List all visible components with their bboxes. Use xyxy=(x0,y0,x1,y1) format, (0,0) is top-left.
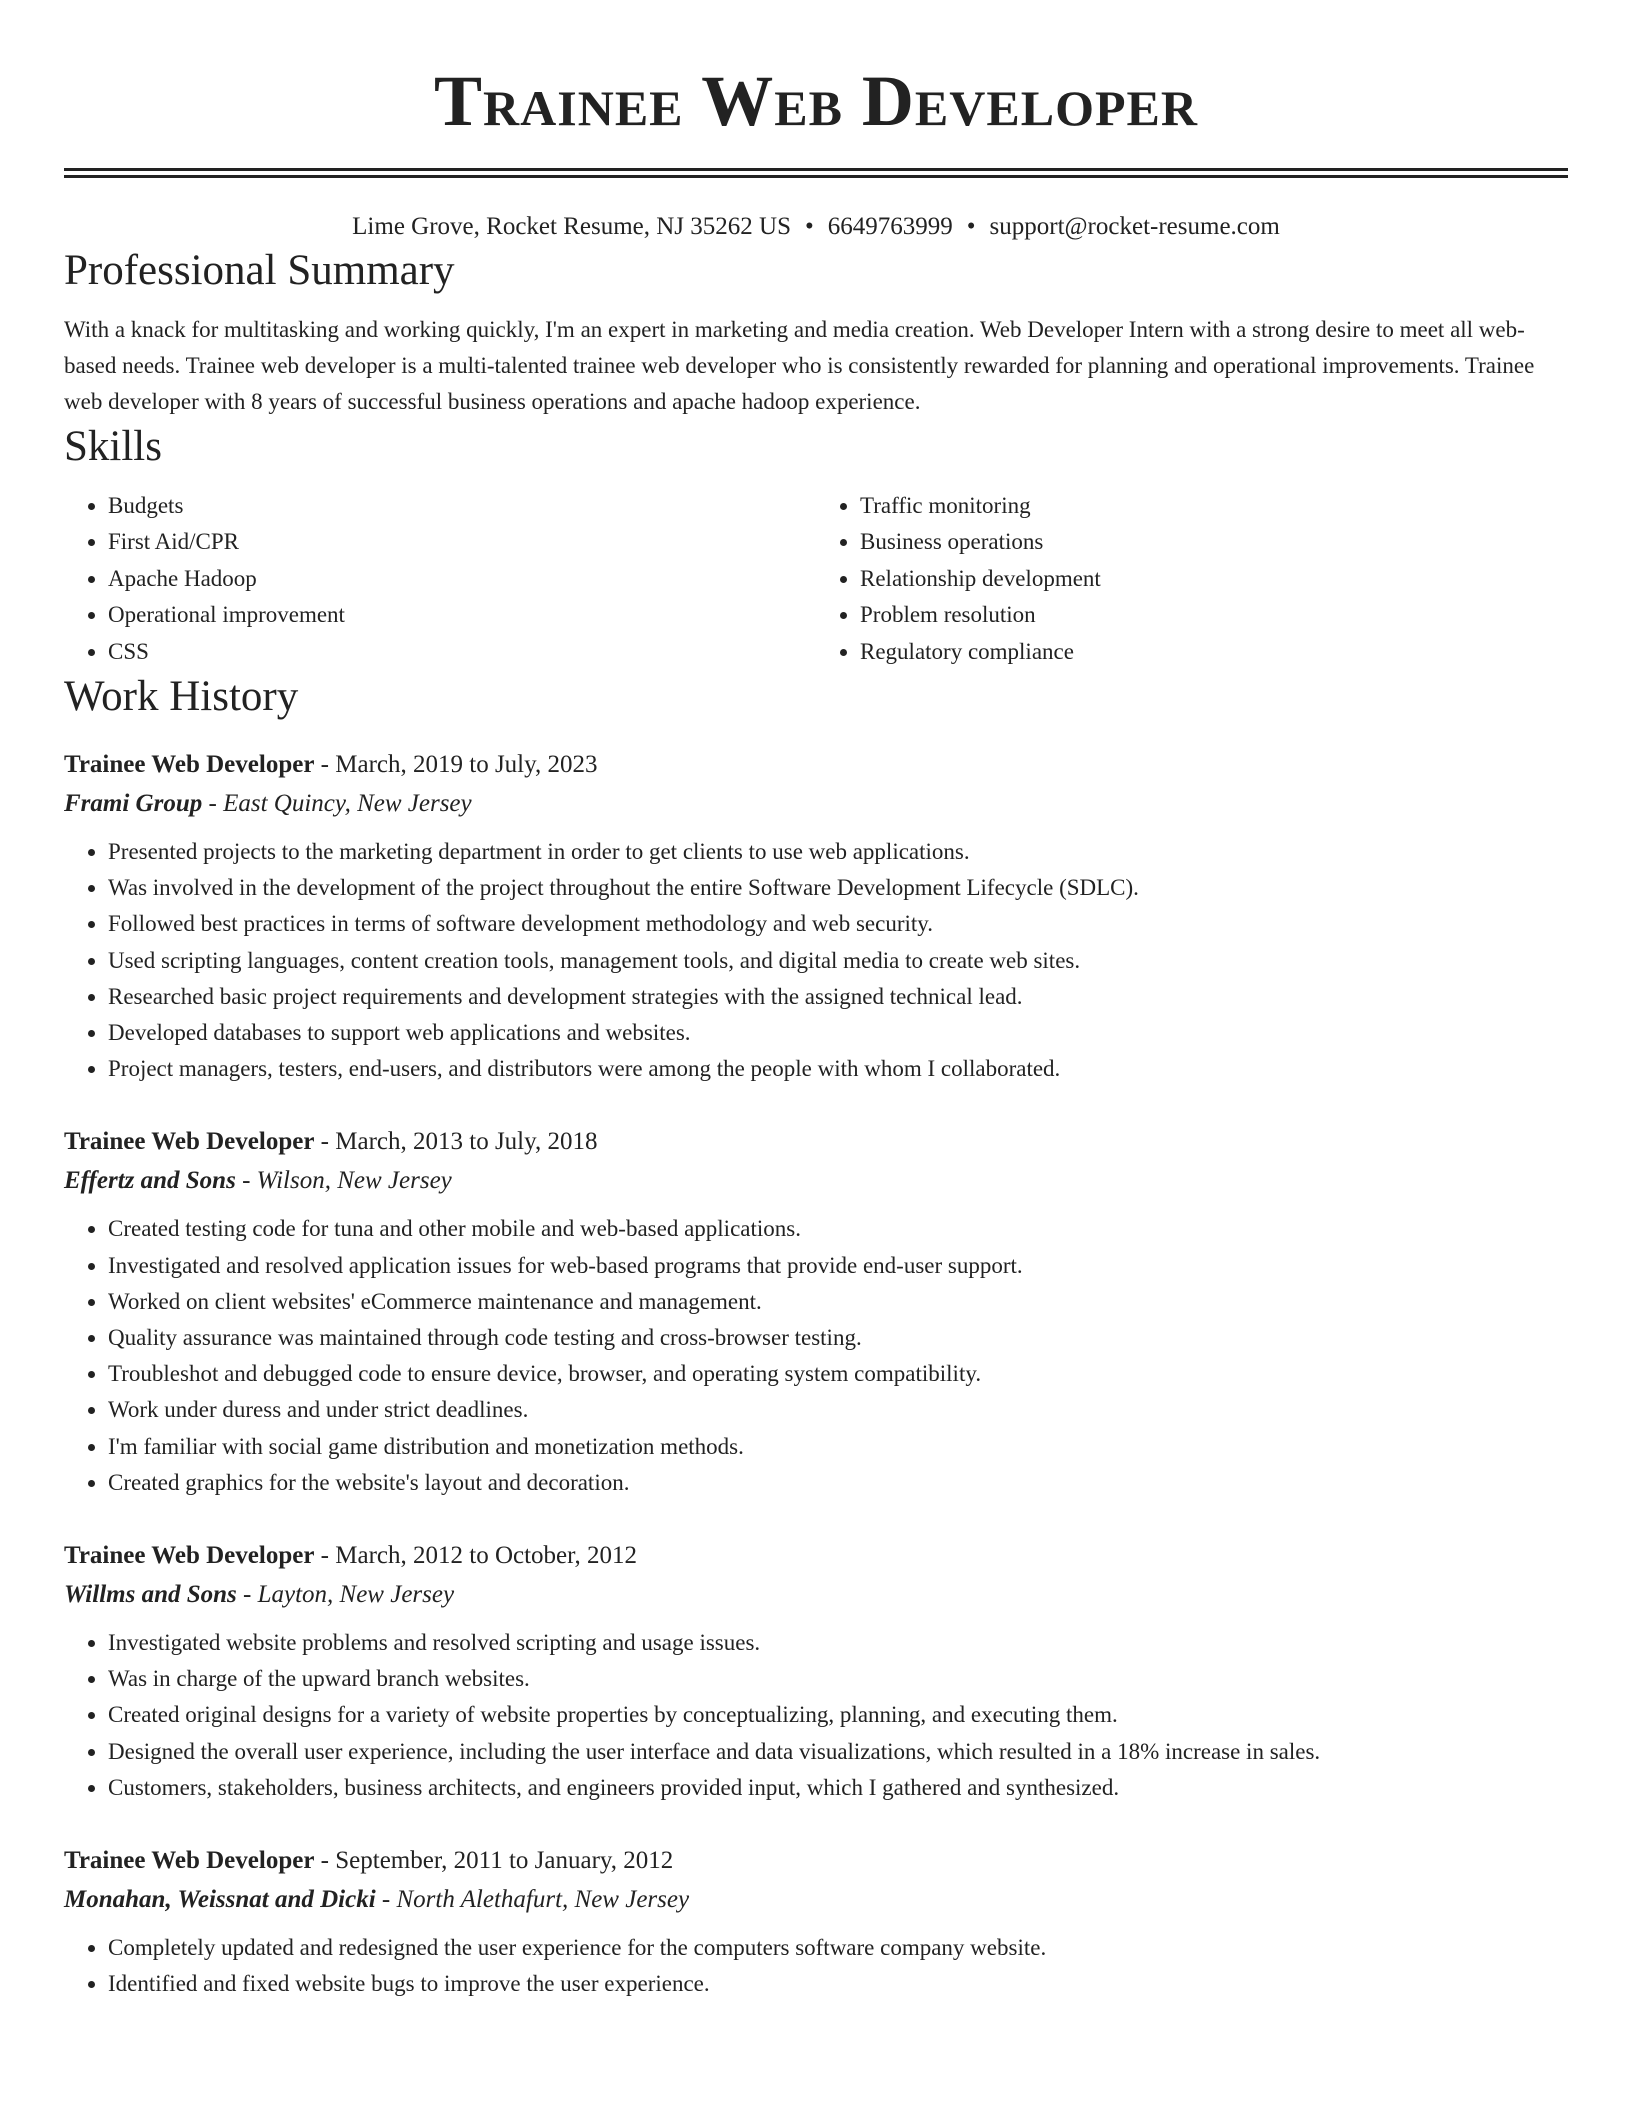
job-entry xyxy=(64,1842,1568,2002)
job-bullet: • Worked on client websites' eCommerce maintenance and management. xyxy=(108,1284,1568,1320)
job-bullets xyxy=(64,834,1568,1087)
skill-item: • Apache Hadoop xyxy=(108,561,816,597)
skill-item: • Budgets xyxy=(108,488,816,524)
job-bullet: • Followed best practices in terms of software development methodology and web security. xyxy=(108,906,1568,942)
work-history-heading: Work History xyxy=(64,673,299,721)
job-entry xyxy=(64,746,1568,1087)
job-bullet: • Customers, stakeholders, business architects, and engineers provided input, which I gathered and synthesized. xyxy=(108,1770,1568,1806)
job-title-line: Trainee Web Developer - March, 2019 to July, 2023 xyxy=(64,751,598,779)
summary-text: With a knack for multitasking and working quickly, I'm an expert in marketing and media creation. Web Developer Intern with a strong desire to meet all web-based needs. Trainee web developer is a multi-talented trainee web developer who is consistently rewarded for planning and operational improvements. Trainee web developer with 8 years of successful business operations and apache hadoop experience. xyxy=(64,317,1535,414)
skill-item: • Business operations xyxy=(860,524,1568,560)
job-dates: March, 2013 to July, 2018 xyxy=(335,1128,598,1156)
summary-heading: Professional Summary xyxy=(64,247,455,294)
job-bullet: • Investigated website problems and resolved scripting and usage issues. xyxy=(108,1625,1568,1661)
job-bullet: • Created testing code for tuna and other mobile and web-based applications. xyxy=(108,1211,1568,1247)
job-bullet: • Was involved in the development of the project throughout the entire Software Development Lifecycle (SDLC). xyxy=(108,870,1568,906)
job-title-line: Trainee Web Developer - March, 2013 to July, 2018 xyxy=(64,1128,598,1156)
job-title: Trainee Web Developer xyxy=(64,751,315,779)
job-bullet: • Used scripting languages, content creation tools, management tools, and digital media to create web sites. xyxy=(108,943,1568,979)
job-bullet: • Investigated and resolved application issues for web-based programs that provide end-user support. xyxy=(108,1248,1568,1284)
skills-heading: Skills xyxy=(64,423,162,470)
skill-item: • Regulatory compliance xyxy=(860,634,1568,670)
job-bullet: • Project managers, testers, end-users, and distributors were among the people with whom I collaborated. xyxy=(108,1051,1568,1087)
job-dates: March, 2012 to October, 2012 xyxy=(335,1542,637,1570)
job-title-line: Trainee Web Developer - September, 2011 to January, 2012 xyxy=(64,1847,674,1875)
company-line: Effertz and Sons - Wilson, New Jersey xyxy=(64,1167,452,1195)
job-dates: September, 2011 to January, 2012 xyxy=(335,1847,674,1875)
job-bullets xyxy=(64,1625,1568,1806)
job-dates: March, 2019 to July, 2023 xyxy=(335,751,598,779)
contact-separator: • xyxy=(966,213,976,240)
job-title: Trainee Web Developer xyxy=(64,1128,315,1156)
job-bullet: • Identified and fixed website bugs to improve the user experience. xyxy=(108,1966,1568,2002)
title-divider xyxy=(64,168,1568,178)
company-location: East Quincy, New Jersey xyxy=(223,790,472,818)
job-bullet: • Work under duress and under strict deadlines. xyxy=(108,1392,1568,1428)
contact-line xyxy=(64,210,1568,244)
skills-grid xyxy=(64,488,1568,670)
company-location: Layton, New Jersey xyxy=(257,1581,455,1609)
job-bullet: • I'm familiar with social game distribution and monetization methods. xyxy=(108,1429,1568,1465)
company-name: Monahan, Weissnat and Dicki xyxy=(64,1886,376,1914)
job-title: Trainee Web Developer xyxy=(64,1542,315,1570)
job-entry xyxy=(64,1123,1568,1501)
company-line: Frami Group - East Quincy, New Jersey xyxy=(64,790,472,818)
skills-list-left xyxy=(64,488,816,670)
contact-separator: • xyxy=(805,213,814,240)
job-bullet: • Created original designs for a variety of website properties by conceptualizing, planning, and executing them. xyxy=(108,1697,1568,1733)
skill-item: • Traffic monitoring xyxy=(860,488,1568,524)
job-bullet: • Completely updated and redesigned the user experience for the computers software company website. xyxy=(108,1930,1568,1966)
skill-item: • First Aid/CPR xyxy=(108,524,816,560)
job-bullet: • Troubleshot and debugged code to ensure device, browser, and operating system compatibility. xyxy=(108,1356,1568,1392)
contact-email: support@rocket-resume.com xyxy=(989,213,1280,240)
company-line: Monahan, Weissnat and Dicki - North Alethafurt, New Jersey xyxy=(64,1886,690,1914)
job-title-line: Trainee Web Developer - March, 2012 to October, 2012 xyxy=(64,1542,637,1570)
company-name: Frami Group xyxy=(64,790,203,818)
skill-item: • CSS xyxy=(108,634,816,670)
job-bullet: • Designed the overall user experience, including the user interface and data visualizations, which resulted in a 18% increase in sales. xyxy=(108,1734,1568,1770)
job-bullet: • Was in charge of the upward branch websites. xyxy=(108,1661,1568,1697)
job-bullet: • Researched basic project requirements and development strategies with the assigned technical lead. xyxy=(108,979,1568,1015)
job-bullet: • Created graphics for the website's layout and decoration. xyxy=(108,1465,1568,1501)
skills-list-right xyxy=(816,488,1568,670)
company-location: Wilson, New Jersey xyxy=(256,1167,452,1195)
job-bullets xyxy=(64,1930,1568,2002)
company-name: Effertz and Sons xyxy=(64,1167,236,1195)
job-title: Trainee Web Developer xyxy=(64,1847,315,1875)
company-line: Willms and Sons - Layton, New Jersey xyxy=(64,1581,455,1609)
skill-item: • Operational improvement xyxy=(108,597,816,633)
resume-page xyxy=(64,0,1568,2003)
company-location: North Alethafurt, New Jersey xyxy=(396,1886,690,1914)
skill-item: • Relationship development xyxy=(860,561,1568,597)
job-entry xyxy=(64,1537,1568,1806)
contact-phone: 6649763999 xyxy=(827,213,953,240)
job-bullet: • Quality assurance was maintained through code testing and cross-browser testing. xyxy=(108,1320,1568,1356)
job-bullets xyxy=(64,1211,1568,1501)
resume-title: Trainee Web Developer xyxy=(434,61,1198,141)
company-name: Willms and Sons xyxy=(64,1581,237,1609)
skill-item: • Problem resolution xyxy=(860,597,1568,633)
contact-address: Lime Grove, Rocket Resume, NJ 35262 US xyxy=(352,213,791,240)
job-bullet: • Presented projects to the marketing department in order to get clients to use web applications. xyxy=(108,834,1568,870)
job-bullet: • Developed databases to support web applications and websites. xyxy=(108,1015,1568,1051)
